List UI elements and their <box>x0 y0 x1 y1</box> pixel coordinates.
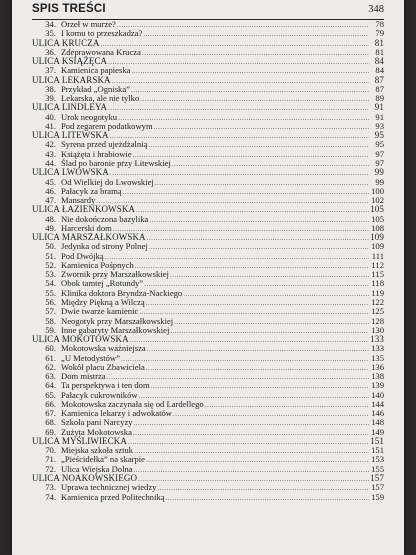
toc-entry-title: Przykład „Ogniska” <box>61 83 130 94</box>
toc-page-number: 140 <box>371 389 384 400</box>
dot-leader <box>157 484 369 493</box>
dot-leader <box>118 114 369 123</box>
toc-entry-number: 63. <box>45 371 56 382</box>
page-number: 348 <box>368 4 384 15</box>
toc-page-number: 149 <box>371 426 384 437</box>
dot-leader <box>135 262 369 271</box>
toc-page-number: 148 <box>371 417 384 428</box>
toc-page-number: 93 <box>375 120 384 131</box>
toc-page-number: 105 <box>371 213 384 224</box>
toc-entry-number: 69. <box>45 426 56 437</box>
toc-entry-number: 71. <box>45 454 56 465</box>
dot-leader <box>148 141 369 150</box>
toc-entry-title: Wokół placu Zbawiciela <box>61 361 145 372</box>
toc-entry-title: Zużyta Mokotowska <box>61 426 132 437</box>
toc-section-title: ULICA LWOWSKA <box>32 167 109 178</box>
dot-leader <box>123 188 369 197</box>
dot-leader <box>174 318 369 327</box>
toc-page-number: 130 <box>371 324 384 335</box>
dot-leader <box>133 429 369 438</box>
toc-entry-number: 37. <box>45 65 56 76</box>
toc-page-number: 109 <box>370 232 384 243</box>
toc-entry-number: 70. <box>45 445 56 456</box>
toc-page-number: 99 <box>375 176 384 187</box>
toc-page-number: 151 <box>370 435 384 446</box>
dot-leader <box>134 419 369 428</box>
toc-entry-number: 46. <box>45 185 56 196</box>
dot-leader <box>146 299 369 308</box>
toc-entry-title: Zwornik przy Marszałkowskiej <box>61 269 169 280</box>
toc-page-number: 139 <box>371 380 384 391</box>
toc-page-number: 155 <box>371 463 384 474</box>
toc-entry-title: Mansardy <box>61 195 96 206</box>
dot-leader <box>117 21 369 30</box>
toc-page-number: 151 <box>371 445 384 456</box>
toc-page-number: 91 <box>375 111 384 122</box>
dot-leader <box>138 475 369 484</box>
toc-entry-title: Między Piękną a Wilczą <box>61 296 145 307</box>
toc-entry-number: 48. <box>45 213 56 224</box>
toc-entry-title: Mokotowska zaczynała się od Lardellego <box>61 398 204 409</box>
toc-entry-title: Jedynka od strony Polnej <box>61 241 148 252</box>
toc-page-number: 136 <box>371 361 384 372</box>
dot-leader <box>112 77 369 86</box>
toc-section-title: ULICA LITEWSKA <box>32 130 109 141</box>
toc-page-number: 99 <box>374 167 384 178</box>
dot-leader <box>140 95 369 104</box>
toc-entry <box>32 493 384 502</box>
toc-section-title: ULICA MYŚLIWIECKA <box>32 435 127 446</box>
toc-entry-title: Dwie twarze kamienic <box>61 306 139 317</box>
toc-section-title: ULICA MARSZAŁKOWSKA <box>32 232 146 243</box>
dot-leader <box>139 308 369 317</box>
toc-entry-title: Dom mistrza <box>61 371 106 382</box>
toc-entry-title: Klinika doktora Bryndza-Nackiego <box>61 287 183 298</box>
toc-entry-number: 55. <box>45 287 56 298</box>
dot-leader <box>151 382 369 391</box>
dot-leader <box>142 49 369 58</box>
toc-entry-number: 44. <box>45 157 56 168</box>
dot-leader <box>172 160 369 169</box>
dot-leader <box>205 401 369 410</box>
toc-entry-number: 67. <box>45 408 56 419</box>
toc-entry-title: Kamienica przed Politechniką <box>61 491 165 502</box>
toc-page-number: 122 <box>371 296 384 307</box>
dot-leader <box>147 345 369 354</box>
toc-entry-number: 57. <box>45 306 56 317</box>
dot-leader <box>170 271 369 280</box>
toc-entry-number: 68. <box>45 417 56 428</box>
toc-entry-number: 35. <box>45 28 56 39</box>
toc-page-number: 97 <box>375 157 384 168</box>
dot-leader <box>136 206 369 215</box>
toc-page-number: 125 <box>371 306 384 317</box>
dot-leader <box>147 234 369 243</box>
toc-entry-number: 51. <box>45 250 56 261</box>
toc-page-number: 87 <box>374 74 384 85</box>
dot-leader <box>149 216 369 225</box>
toc-entry-title: Pałacyk za bramą <box>61 185 122 196</box>
toc-entry-title: Ulica Wiejska Dolna <box>61 463 133 474</box>
toc-entry-title: Od Wielkiej do Lwowskiej <box>61 176 154 187</box>
page-title: SPIS TREŚCI <box>32 3 106 15</box>
dot-leader <box>128 438 369 447</box>
toc-entry-title: Inne gabaryty Marszałkowskiej <box>61 324 170 335</box>
toc-entry-number: 47. <box>45 195 56 206</box>
toc-page-number: 81 <box>375 46 384 57</box>
toc-entry-number: 42. <box>45 139 56 150</box>
toc-section-title: ULICA LINDLEYA <box>32 102 108 113</box>
toc-page-number: 135 <box>371 352 384 363</box>
toc-page-number: 133 <box>371 343 384 354</box>
dot-leader <box>96 197 369 206</box>
toc-entry-title: Pałacyk cukrowników <box>61 389 138 400</box>
toc-section-title: ULICA ŁAZIENKOWSKA <box>32 204 136 215</box>
toc-entry-number: 45. <box>45 176 56 187</box>
table-of-contents <box>32 20 384 502</box>
toc-page-number: 89 <box>375 93 384 104</box>
toc-entry-number: 64. <box>45 380 56 391</box>
toc-section-title: ULICA NOAKOWSKIEGO <box>32 473 138 484</box>
toc-entry-number: 62. <box>45 361 56 372</box>
toc-page-number: 109 <box>371 241 384 252</box>
toc-entry-number: 56. <box>45 296 56 307</box>
toc-page-number: 112 <box>371 259 384 270</box>
dot-leader <box>131 67 369 76</box>
dot-leader <box>130 336 369 345</box>
toc-entry-title: Mokotowska ważniejsza <box>61 343 146 354</box>
toc-entry-number: 74. <box>45 491 56 502</box>
dot-leader <box>113 225 369 234</box>
toc-entry-title: Lekarska, ale nie tylko <box>61 93 140 104</box>
toc-page-number: 105 <box>370 204 384 215</box>
dot-leader <box>108 58 369 67</box>
toc-entry-title: „U Metodystów” <box>61 352 120 363</box>
book-page <box>12 0 404 555</box>
toc-page-number: 78 <box>375 19 384 29</box>
dot-leader <box>149 243 369 252</box>
toc-entry-number: 49. <box>45 222 56 233</box>
toc-page-number: 138 <box>371 371 384 382</box>
dot-leader <box>121 355 369 364</box>
dot-leader <box>110 132 369 141</box>
toc-section-title: ULICA KSIĄŻĘCA <box>32 56 108 67</box>
toc-entry-number: 40. <box>45 111 56 122</box>
toc-entry-title: Nie dokończona bazylika <box>61 213 149 224</box>
dot-leader <box>155 179 369 188</box>
toc-entry-number: 59. <box>45 324 56 335</box>
toc-entry-number: 53. <box>45 269 56 280</box>
toc-entry-number: 41. <box>45 120 56 131</box>
toc-entry-number: 58. <box>45 315 56 326</box>
toc-page-number: 153 <box>371 454 384 465</box>
toc-page-number: 102 <box>371 195 384 206</box>
toc-entry-title: Orzeł w murze? <box>61 19 116 29</box>
dot-leader <box>105 253 369 262</box>
toc-entry-title: I komu to przeszkadza? <box>61 28 143 39</box>
toc-entry-number: 66. <box>45 398 56 409</box>
dot-leader <box>154 123 369 132</box>
toc-page-number: 95 <box>375 139 384 150</box>
toc-page-number: 111 <box>371 250 384 261</box>
toc-page-number: 84 <box>375 65 384 76</box>
toc-section-title: ULICA KRUCZA <box>32 37 100 48</box>
toc-entry-title: Neogotyk przy Marszałkowskiej <box>61 315 174 326</box>
toc-entry-title: Książęta i hrabiowie <box>61 148 132 159</box>
toc-entry-number: 73. <box>45 482 56 493</box>
toc-page-number: 146 <box>371 408 384 419</box>
toc-page-number: 95 <box>374 130 384 141</box>
toc-entry-number: 43. <box>45 148 56 159</box>
toc-page-number: 115 <box>371 269 384 280</box>
dot-leader <box>183 290 369 299</box>
dot-leader <box>146 364 369 373</box>
toc-entry-title: Syrena przed ujeżdżalnią <box>61 139 148 150</box>
toc-entry-number: 65. <box>45 389 56 400</box>
toc-entry-title: Pod Dwójką <box>61 250 104 261</box>
toc-entry-number: 54. <box>45 278 56 289</box>
toc-entry-title: Zdeprawowana Krucza <box>61 46 141 57</box>
toc-page-number: 157 <box>371 482 384 493</box>
toc-page-number: 157 <box>370 473 384 484</box>
dot-leader <box>170 327 369 336</box>
toc-page-number: 128 <box>371 315 384 326</box>
dot-leader <box>134 466 369 475</box>
toc-entry-title: Ta perspektywa i ten dom <box>61 380 150 391</box>
toc-page-number: 133 <box>370 334 384 345</box>
dot-leader <box>134 447 369 456</box>
toc-page-number: 144 <box>371 398 384 409</box>
toc-entry-number: 38. <box>45 83 56 94</box>
toc-entry-number: 50. <box>45 241 56 252</box>
toc-entry-title: Kamienica lekarzy i adwokatów <box>61 408 172 419</box>
toc-entry-title: Miejska szkoła sztuk <box>61 445 134 456</box>
toc-entry-title: Kamienica papieska <box>61 65 131 76</box>
toc-entry-number: 61. <box>45 352 56 363</box>
toc-page-number: 81 <box>374 37 384 48</box>
toc-page-number: 108 <box>371 222 384 233</box>
toc-page-number: 118 <box>371 278 384 289</box>
toc-entry-title: Obok tamtej „Rotundy” <box>61 278 144 289</box>
toc-section-title: ULICA LEKARSKA <box>32 74 111 85</box>
dot-leader <box>143 30 369 39</box>
toc-page-number: 159 <box>371 491 384 502</box>
toc-entry-title: Pod zegarem podatkowym <box>61 120 153 131</box>
toc-section-title: ULICA MOKOTOWSKA <box>32 334 129 345</box>
toc-page-number: 100 <box>371 185 384 196</box>
toc-entry-number: 72. <box>45 463 56 474</box>
toc-entry-title: Kamienica Pośpnych <box>61 259 134 270</box>
dot-leader <box>146 456 369 465</box>
toc-entry-number: 34. <box>45 19 56 29</box>
toc-entry-title: Urok neogotyku <box>61 111 118 122</box>
toc-entry-title: Szkoła pani Narcyzy <box>61 417 133 428</box>
toc-entry-number: 52. <box>45 259 56 270</box>
toc-page-number: 97 <box>375 148 384 159</box>
dot-leader <box>173 410 369 419</box>
toc-entry-title: Uprawa technicznej wiedzy <box>61 482 157 493</box>
toc-page-number: 87 <box>375 83 384 94</box>
toc-entry-title: „Pieścidełka” na skarpie <box>61 454 145 465</box>
toc-entry-number: 39. <box>45 93 56 104</box>
dot-leader <box>166 494 369 503</box>
page-header <box>32 3 384 20</box>
toc-page-number: 79 <box>375 28 384 39</box>
toc-page-number: 91 <box>374 102 384 113</box>
dot-leader <box>108 104 369 113</box>
toc-entry-number: 60. <box>45 343 56 354</box>
toc-page-number: 119 <box>371 287 384 298</box>
toc-entry-title: Ślad po baronie przy Litewskiej <box>61 157 171 168</box>
toc-entry-title: Harcerski dom <box>61 222 112 233</box>
dot-leader <box>131 86 369 95</box>
toc-entry-number: 36. <box>45 46 56 57</box>
toc-page-number: 84 <box>374 56 384 67</box>
